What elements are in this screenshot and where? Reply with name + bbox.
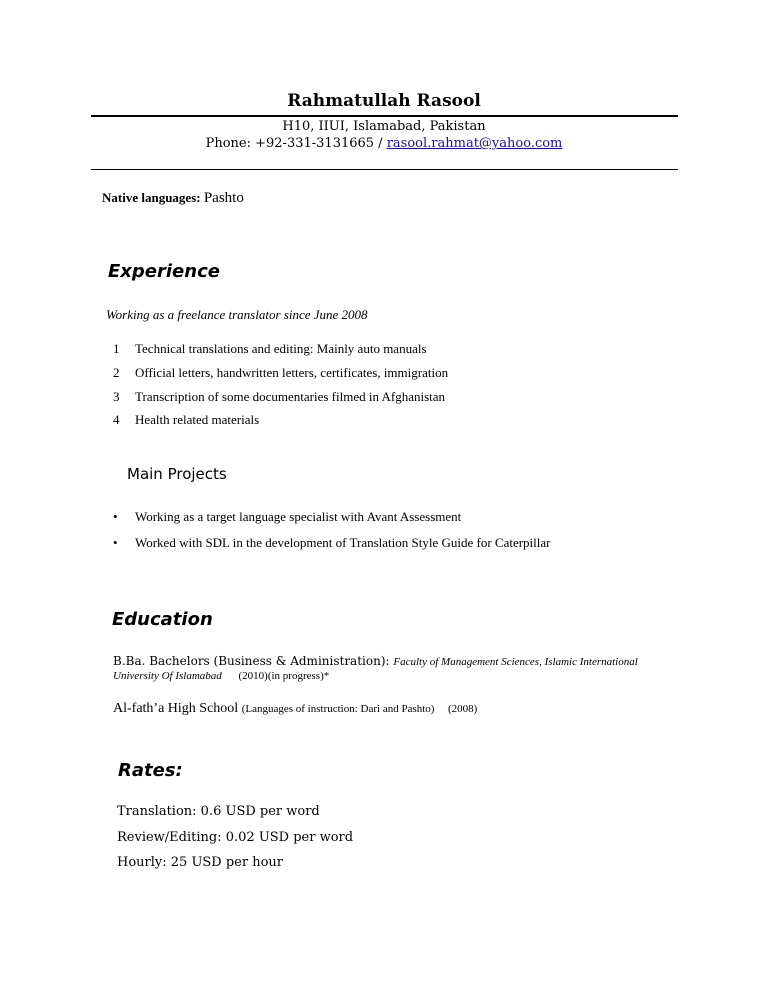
- degree-title: B.Ba. Bachelors (Business & Administration):: [113, 654, 390, 668]
- rate-item: Translation: 0.6 USD per word: [117, 804, 320, 819]
- institution-cont: University Of Islamabad: [113, 670, 222, 682]
- list-item-number: 4: [113, 412, 120, 427]
- header-divider-top: [91, 115, 678, 117]
- institution: Faculty of Management Sciences, Islamic International: [393, 656, 638, 668]
- experience-heading: Experience: [108, 261, 220, 282]
- education-heading: Education: [112, 609, 213, 630]
- list-item-number: 2: [113, 365, 120, 380]
- contact-line: [0, 136, 768, 151]
- list-item-number: 3: [113, 389, 120, 404]
- header-divider-bottom: [91, 169, 678, 170]
- education-entry-highschool: [113, 701, 477, 717]
- bullet-icon: •: [113, 509, 118, 524]
- school-detail: (Languages of instruction: Dari and Pashto): [241, 703, 435, 715]
- list-item-text: Official letters, handwritten letters, certificates, immigration: [135, 365, 449, 380]
- rates-heading: Rates:: [118, 760, 183, 781]
- rate-item: Review/Editing: 0.02 USD per word: [117, 830, 354, 845]
- native-languages: [102, 190, 244, 207]
- education-entry-bachelors-cont: [113, 670, 329, 682]
- list-item-text: Transcription of some documentaries filmed in Afghanistan: [135, 389, 446, 404]
- phone-text: Phone: +92-331-3131665 /: [205, 136, 387, 151]
- list-item-text: Worked with SDL in the development of Translation Style Guide for Caterpillar: [135, 535, 551, 550]
- education-entry-bachelors: [113, 654, 638, 668]
- list-item-text: Technical translations and editing: Mainly auto manuals: [135, 341, 427, 356]
- native-languages-value: Pashto: [203, 190, 244, 206]
- list-item-text: Health related materials: [135, 412, 260, 427]
- list-item-number: 1: [113, 341, 120, 356]
- list-item-text: Working as a target language specialist with Avant Assessment: [135, 509, 462, 524]
- rate-item: Hourly: 25 USD per hour: [117, 855, 284, 870]
- school-year: (2008): [447, 703, 478, 715]
- resume-name: Rahmatullah Rasool: [287, 91, 481, 111]
- email-link[interactable]: rasool.rahmat@yahoo.com: [386, 136, 563, 151]
- address: H10, IIUI, Islamabad, Pakistan: [282, 119, 486, 134]
- degree-year: (2010)(in progress)*: [238, 670, 330, 682]
- native-languages-label: Native languages:: [102, 190, 201, 205]
- experience-subtitle: Working as a freelance translator since June 2008: [106, 307, 368, 322]
- bullet-icon: •: [113, 535, 118, 550]
- main-projects-heading: Main Projects: [127, 465, 227, 483]
- school-name: Al-fath’a High School: [113, 701, 239, 716]
